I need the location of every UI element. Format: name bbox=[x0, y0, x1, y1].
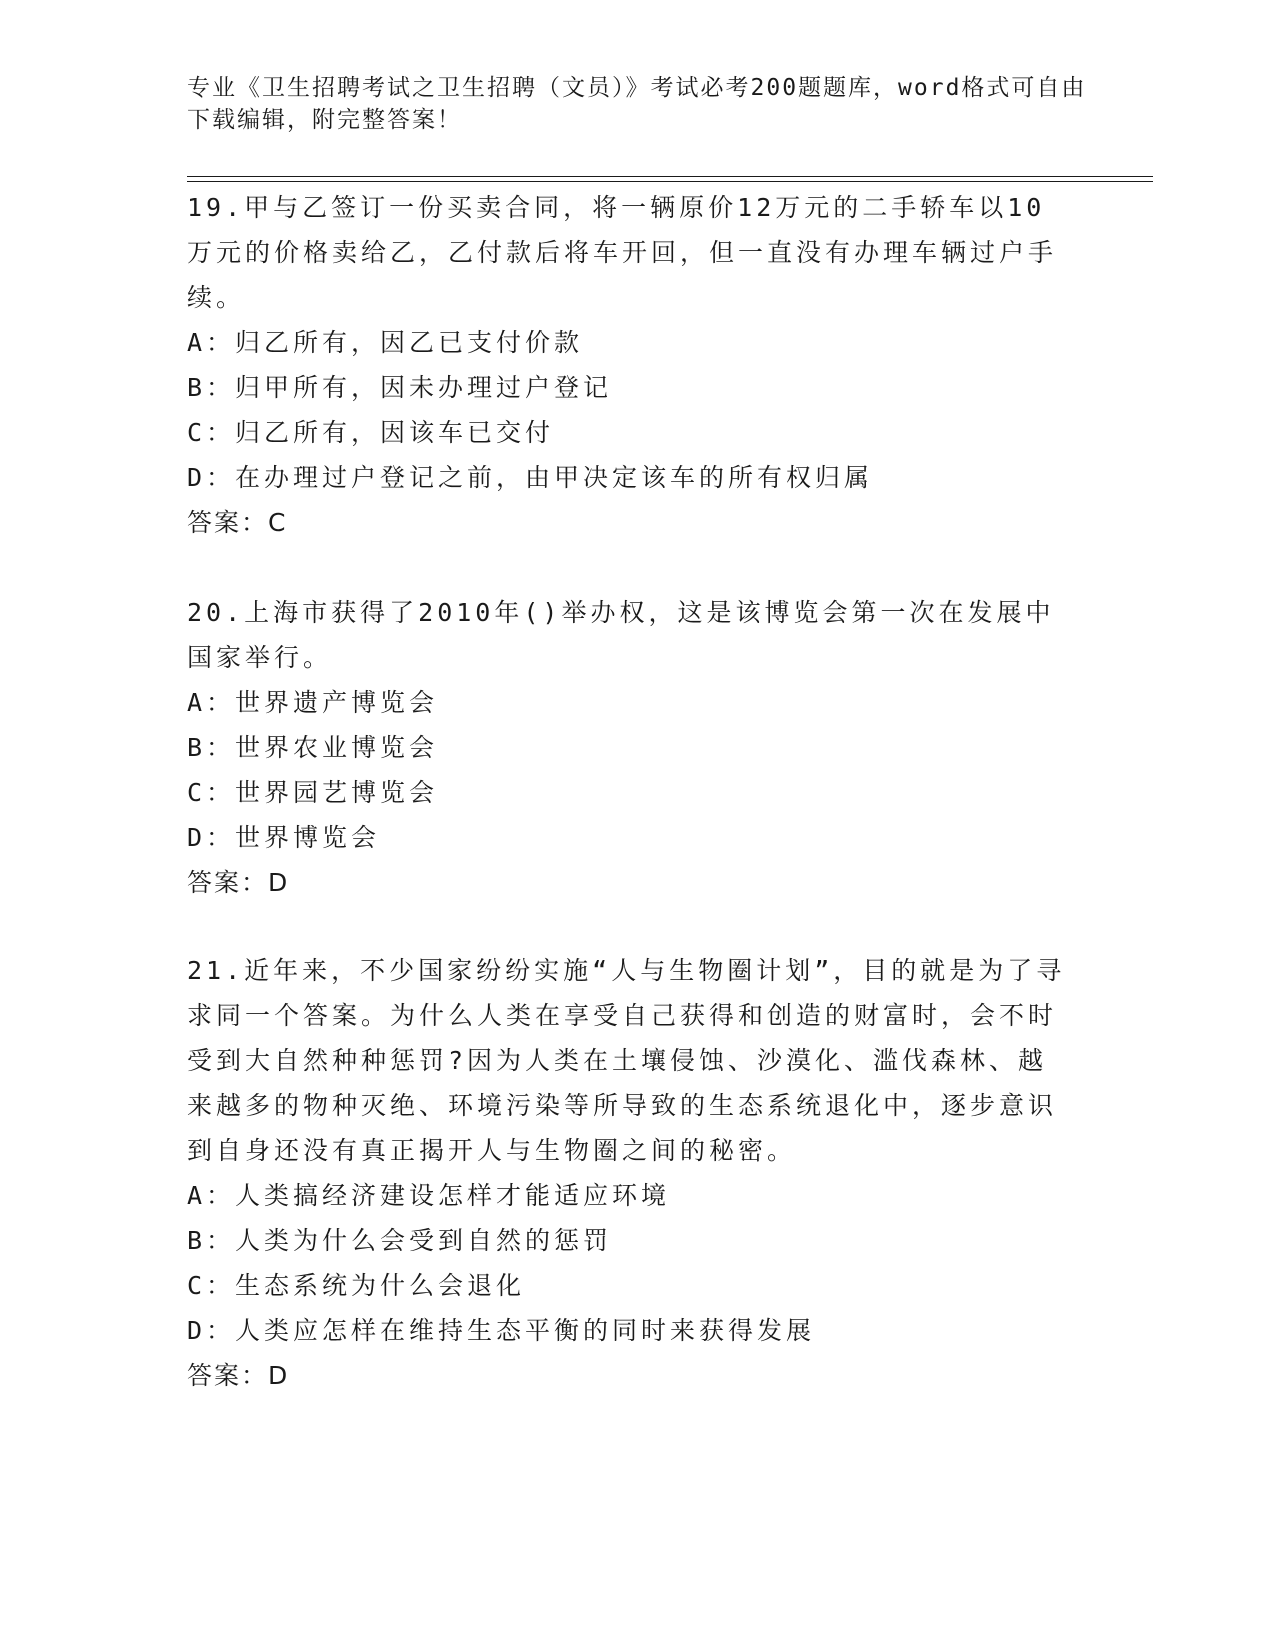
answer-label: 答案：D bbox=[187, 868, 290, 897]
option-a: A：归乙所有，因乙已支付价款 bbox=[187, 328, 584, 357]
answer-label: 答案：C bbox=[187, 508, 288, 537]
option-d: D：在办理过户登记之前，由甲决定该车的所有权归属 bbox=[187, 463, 874, 492]
option-d: D：世界博览会 bbox=[187, 823, 381, 852]
question-20 bbox=[187, 590, 1067, 905]
question-stem: 19.甲与乙签订一份买卖合同，将一辆原价12万元的二手轿车以10万元的价格卖给乙，乙付款后将车开回，但一直没有办理车辆过户手续。 bbox=[187, 193, 1058, 312]
header-divider-bottom bbox=[187, 181, 1153, 182]
option-d: D：人类应怎样在维持生态平衡的同时来获得发展 bbox=[187, 1316, 816, 1345]
question-stem: 21.近年来，不少国家纷纷实施“人与生物圈计划”，目的就是为了寻求同一个答案。为什么人类在享受自己获得和创造的财富时，会不时受到大自然种种惩罚?因为人类在土壤侵蚀、沙漠化、滥伐森林、越来越多的物种灭绝、环境污染等所导致的生态系统退化中，逐步意识到自身还没有真正揭开人与生物圈之间的秘密。 bbox=[187, 956, 1066, 1165]
question-21 bbox=[187, 948, 1067, 1398]
option-b: B：世界农业博览会 bbox=[187, 733, 439, 762]
option-b: B：归甲所有，因未办理过户登记 bbox=[187, 373, 613, 402]
option-a: A：人类搞经济建设怎样才能适应环境 bbox=[187, 1181, 671, 1210]
question-19 bbox=[187, 185, 1067, 545]
answer-label: 答案：D bbox=[187, 1361, 290, 1390]
option-c: C：世界园艺博览会 bbox=[187, 778, 439, 807]
option-c: C：生态系统为什么会退化 bbox=[187, 1271, 526, 1300]
option-b: B：人类为什么会受到自然的惩罚 bbox=[187, 1226, 613, 1255]
header-divider-top bbox=[187, 176, 1153, 177]
option-a: A：世界遗产博览会 bbox=[187, 688, 439, 717]
question-stem: 20.上海市获得了2010年()举办权，这是该博览会第一次在发展中国家举行。 bbox=[187, 598, 1055, 672]
document-header: 专业《卫生招聘考试之卫生招聘（文员）》考试必考200题题库，word格式可自由下载编辑，附完整答案！ bbox=[187, 75, 1087, 133]
option-c: C：归乙所有，因该车已交付 bbox=[187, 418, 555, 447]
